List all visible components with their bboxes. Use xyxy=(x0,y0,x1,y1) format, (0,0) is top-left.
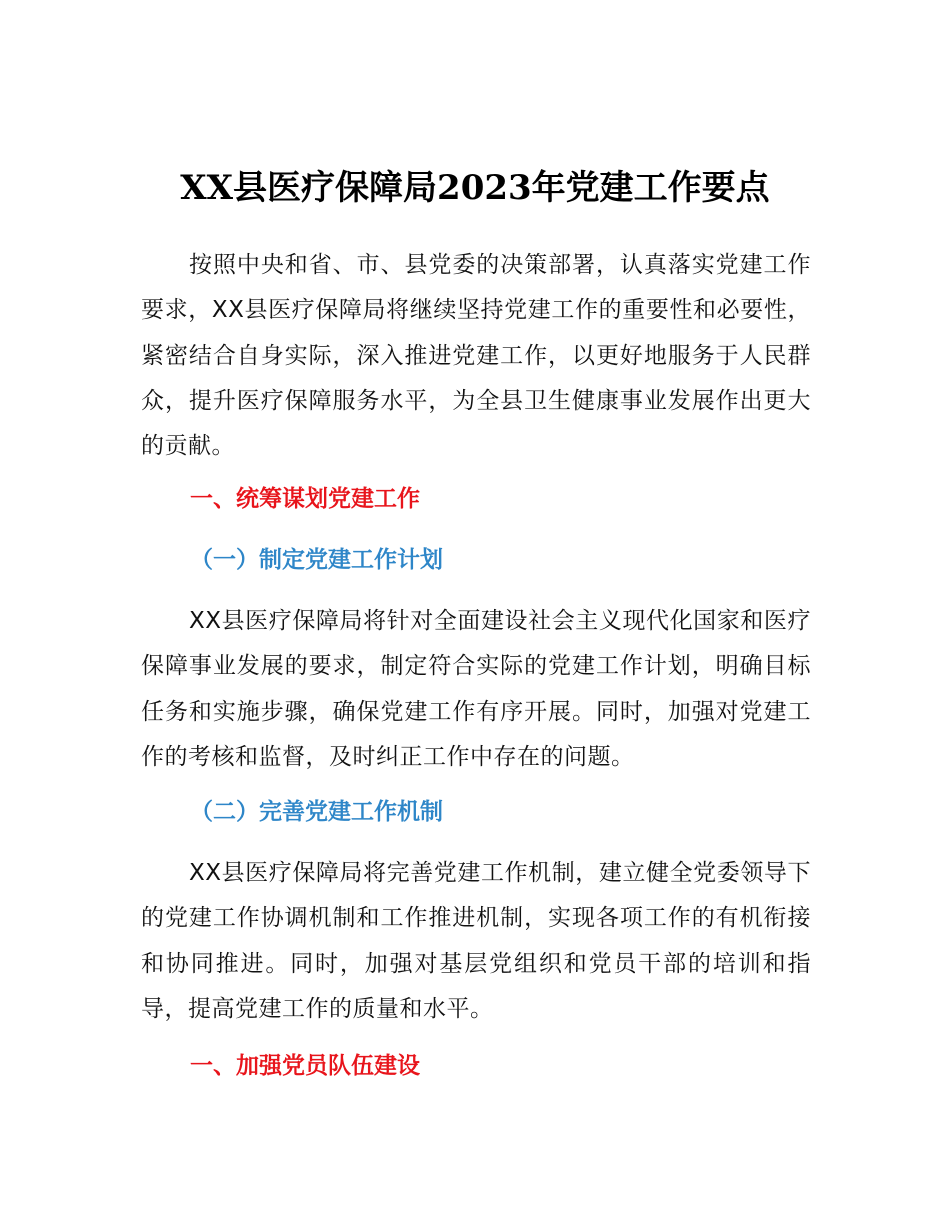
section-heading-1: 一、统筹谋划党建工作 xyxy=(190,486,420,512)
section-heading-2: 一、加强党员队伍建设 xyxy=(190,1053,420,1079)
subsection-body-1-1: XX县医疗保障局将针对全面建设社会主义现代化国家和医疗保障事业发展的要求，制定符合实际的党建工作计划，明确目标任务和实施步骤，确保党建工作有序开展。同时，加强对党建工作的考核和监督，及时纠正工作中存在的问题。 xyxy=(141,608,811,770)
intro-paragraph: 按照中央和省、市、县党委的决策部署，认真落实党建工作要求，XX县医疗保障局将继续坚持党建工作的重要性和必要性，紧密结合自身实际，深入推进党建工作，以更好地服务于人民群众，提升医疗保障服务水平，为全县卫生健康事业发展作出更大的贡献。 xyxy=(141,252,811,460)
subsection-heading-1-2: （二）完善党建工作机制 xyxy=(190,799,443,825)
document-title: XX县医疗保障局2023年党建工作要点 xyxy=(180,168,770,208)
subsection-heading-1-1: （一）制定党建工作计划 xyxy=(190,547,443,573)
subsection-body-1-2: XX县医疗保障局将完善党建工作机制，建立健全党委领导下的党建工作协调机制和工作推进机制，实现各项工作的有机衔接和协同推进。同时，加强对基层党组织和党员干部的培训和指导，提高党建工作的质量和水平。 xyxy=(141,860,811,1022)
